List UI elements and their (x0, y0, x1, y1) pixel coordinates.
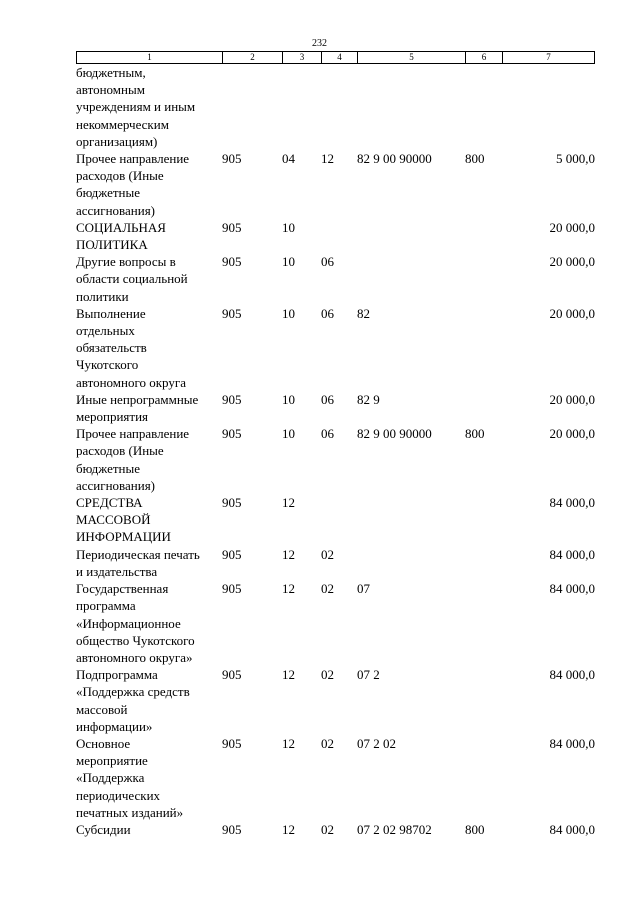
row-name-line: «Поддержка (76, 770, 145, 786)
row-name-line: СРЕДСТВА (76, 495, 143, 511)
row-name-line: Субсидии (76, 821, 131, 837)
header-col-4: 4 (322, 52, 358, 63)
table-header-row (76, 51, 595, 64)
row-name-line: автономного округа (76, 374, 186, 390)
cell-code-section: 12 (282, 581, 295, 597)
table-row (76, 219, 595, 253)
row-name-line: ассигнования) (76, 202, 156, 218)
row-name-line: Прочее направление (76, 151, 190, 167)
row-name-line: информации» (76, 718, 153, 734)
table-row (76, 425, 595, 494)
row-name-line: Иные непрограммные (76, 391, 199, 407)
cell-code-section: 10 (282, 219, 295, 235)
cell-code-expense-type: 800 (465, 151, 485, 167)
header-col-2: 2 (223, 52, 283, 63)
row-name-line: бюджетным, (76, 65, 146, 80)
row-name-line: бюджетные (76, 460, 141, 476)
row-name (76, 494, 224, 546)
row-name-line: политики (76, 288, 129, 304)
cell-code-target: 82 9 00 90000 (357, 426, 432, 442)
row-name-line: Прочее направление (76, 426, 190, 442)
cell-code-subsection: 02 (321, 735, 334, 751)
row-name (76, 425, 224, 494)
row-name-line: организациям) (76, 133, 158, 149)
row-name (76, 666, 224, 735)
cell-code-ministry: 905 (222, 667, 242, 683)
table-row (76, 735, 595, 821)
cell-code-ministry: 905 (222, 821, 242, 837)
cell-code-section: 12 (282, 495, 295, 511)
cell-code-target: 82 9 00 90000 (357, 151, 432, 167)
cell-code-section: 12 (282, 546, 295, 562)
row-name-line: МАССОВОЙ (76, 512, 151, 528)
cell-code-ministry: 905 (222, 426, 242, 442)
header-col-6: 6 (466, 52, 503, 63)
row-name-line: учреждениям и иным (76, 99, 196, 115)
cell-amount: 84 000,0 (549, 821, 595, 837)
cell-code-subsection: 06 (321, 391, 334, 407)
table-row (76, 821, 595, 838)
cell-code-ministry: 905 (222, 151, 242, 167)
cell-code-section: 10 (282, 254, 295, 270)
cell-amount: 84 000,0 (549, 581, 595, 597)
row-name-line: расходов (Иные (76, 168, 164, 184)
cell-code-subsection: 06 (321, 426, 334, 442)
table-row (76, 666, 595, 735)
cell-code-target: 07 2 (357, 667, 380, 683)
cell-code-section: 12 (282, 821, 295, 837)
row-name-line: Чукотского (76, 357, 139, 373)
row-name-line: бюджетные (76, 185, 141, 201)
cell-code-target: 07 (357, 581, 370, 597)
table-row (76, 494, 595, 546)
row-name (76, 253, 224, 305)
cell-amount: 84 000,0 (549, 546, 595, 562)
row-name-line: ПОЛИТИКА (76, 237, 148, 253)
cell-code-target: 07 2 02 (357, 735, 396, 751)
cell-code-section: 10 (282, 305, 295, 321)
cell-amount: 20 000,0 (549, 254, 595, 270)
row-name-line: и издательства (76, 563, 158, 579)
row-name-line: расходов (Иные (76, 443, 164, 459)
budget-table-body (76, 64, 595, 838)
row-name (76, 735, 224, 821)
cell-code-target: 07 2 02 98702 (357, 821, 432, 837)
row-name-line: мероприятие (76, 753, 148, 769)
row-name-line: ассигнования) (76, 477, 156, 493)
row-name-line: «Информационное (76, 615, 181, 631)
cell-amount: 84 000,0 (549, 495, 595, 511)
cell-code-subsection: 06 (321, 305, 334, 321)
row-name-line: обязательств (76, 340, 147, 356)
row-name-line: «Поддержка средств (76, 684, 190, 700)
row-name-line: Другие вопросы в (76, 254, 176, 270)
row-name-line: Выполнение (76, 305, 146, 321)
cell-amount: 20 000,0 (549, 426, 595, 442)
row-name (76, 64, 224, 150)
row-name-line: Государственная (76, 581, 169, 597)
row-name-line: отдельных (76, 323, 135, 339)
row-name (76, 821, 224, 838)
row-name-line: Периодическая печать (76, 546, 200, 562)
cell-code-subsection: 02 (321, 667, 334, 683)
cell-code-ministry: 905 (222, 546, 242, 562)
row-name (76, 546, 224, 580)
cell-code-subsection: 02 (321, 821, 334, 837)
row-name (76, 219, 224, 253)
cell-amount: 84 000,0 (549, 735, 595, 751)
cell-amount: 5 000,0 (556, 151, 595, 167)
table-row (76, 64, 595, 150)
cell-code-target: 82 (357, 305, 370, 321)
row-name-line: некоммерческим (76, 116, 169, 132)
cell-code-ministry: 905 (222, 219, 242, 235)
page-number: 232 (312, 38, 327, 49)
row-name-line: области социальной (76, 271, 188, 287)
cell-code-ministry: 905 (222, 254, 242, 270)
table-row (76, 253, 595, 305)
row-name-line: СОЦИАЛЬНАЯ (76, 219, 166, 235)
row-name-line: Основное (76, 735, 131, 751)
row-name-line: Подпрограмма (76, 667, 158, 683)
row-name-line: автономным (76, 82, 145, 98)
row-name-line: программа (76, 598, 136, 614)
table-row (76, 391, 595, 425)
cell-code-section: 10 (282, 426, 295, 442)
cell-code-ministry: 905 (222, 305, 242, 321)
header-col-1: 1 (77, 52, 223, 63)
row-name (76, 305, 224, 391)
cell-amount: 20 000,0 (549, 305, 595, 321)
header-col-5: 5 (358, 52, 466, 63)
table-row (76, 546, 595, 580)
table-row (76, 580, 595, 666)
cell-code-expense-type: 800 (465, 821, 485, 837)
cell-code-ministry: 905 (222, 495, 242, 511)
row-name-line: периодических (76, 787, 161, 803)
cell-amount: 84 000,0 (549, 667, 595, 683)
table-row (76, 305, 595, 391)
header-col-7: 7 (546, 52, 551, 62)
cell-code-section: 10 (282, 391, 295, 407)
cell-code-ministry: 905 (222, 391, 242, 407)
row-name (76, 391, 224, 425)
row-name-line: общество Чукотского (76, 632, 195, 648)
row-name-line: ИНФОРМАЦИИ (76, 529, 171, 545)
cell-code-section: 12 (282, 667, 295, 683)
cell-code-subsection: 12 (321, 151, 334, 167)
cell-code-ministry: 905 (222, 735, 242, 751)
row-name (76, 150, 224, 219)
cell-code-subsection: 02 (321, 546, 334, 562)
cell-code-section: 12 (282, 735, 295, 751)
cell-code-ministry: 905 (222, 581, 242, 597)
row-name-line: мероприятия (76, 409, 149, 425)
row-name-line: автономного округа» (76, 649, 193, 665)
cell-code-target: 82 9 (357, 391, 380, 407)
cell-amount: 20 000,0 (549, 391, 595, 407)
row-name (76, 580, 224, 666)
cell-code-section: 04 (282, 151, 295, 167)
cell-code-subsection: 06 (321, 254, 334, 270)
row-name-line: печатных изданий» (76, 804, 184, 820)
cell-amount: 20 000,0 (549, 219, 595, 235)
cell-code-subsection: 02 (321, 581, 334, 597)
row-name-line: массовой (76, 701, 128, 717)
header-col-3: 3 (283, 52, 322, 63)
table-row (76, 150, 595, 219)
cell-code-expense-type: 800 (465, 426, 485, 442)
